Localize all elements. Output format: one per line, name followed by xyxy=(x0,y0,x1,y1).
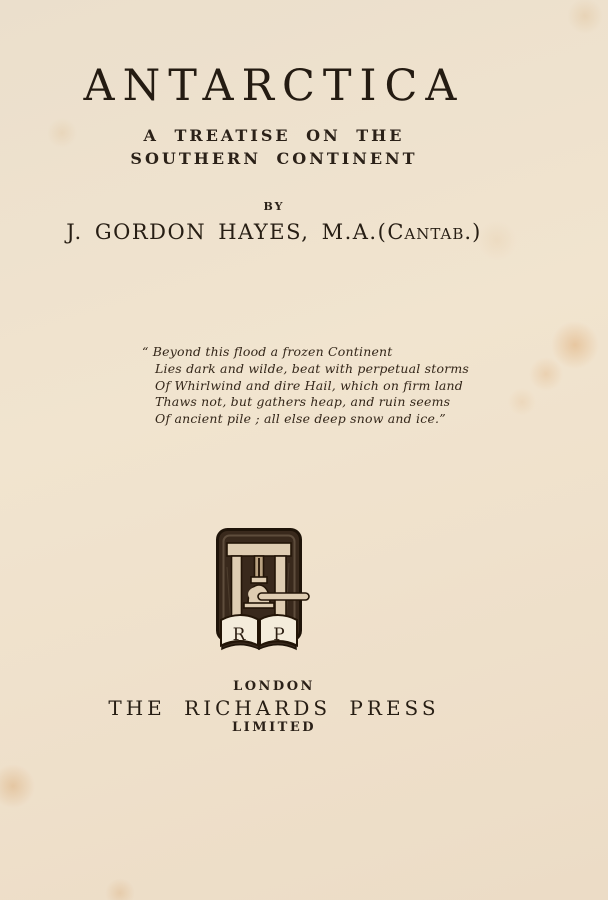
subtitle-line-2: SOUTHERN CONTINENT xyxy=(130,149,418,168)
open-book-icon xyxy=(221,615,297,649)
author-name-main: J. GORDON HAYES, M.A.( xyxy=(66,220,388,244)
epigraph-line-2: Lies dark and wilde, beat with perpetual storms xyxy=(155,360,470,376)
author-degree-smallcaps: Cantab. xyxy=(387,220,473,244)
imprint-suffix: LIMITED xyxy=(231,720,317,735)
book-title: ANTARCTICA xyxy=(83,61,465,111)
author-name xyxy=(0,220,548,244)
imprint-publisher: THE RICHARDS PRESS xyxy=(108,696,440,720)
device-letter-r: R xyxy=(232,625,246,645)
subtitle-line-1: A TREATISE ON THE xyxy=(143,126,405,145)
epigraph-line-1: “ Beyond this flood a frozen Continent xyxy=(142,344,393,359)
epigraph-line-3: Of Whirlwind and dire Hail, which on firm land xyxy=(155,377,464,393)
epigraph-line-5: Of ancient pile ; all else deep snow and ice.” xyxy=(155,411,446,427)
device-letter-p: P xyxy=(273,625,285,645)
epigraph-line-4: Thaws not, but gathers heap, and ruin seems xyxy=(155,394,451,410)
epigraph-quote xyxy=(142,344,469,428)
author-name-close: ) xyxy=(472,220,482,244)
byline: BY xyxy=(263,200,285,213)
book-subtitle xyxy=(0,124,548,170)
imprint-city: LONDON xyxy=(233,679,315,694)
printers-device xyxy=(215,527,311,653)
